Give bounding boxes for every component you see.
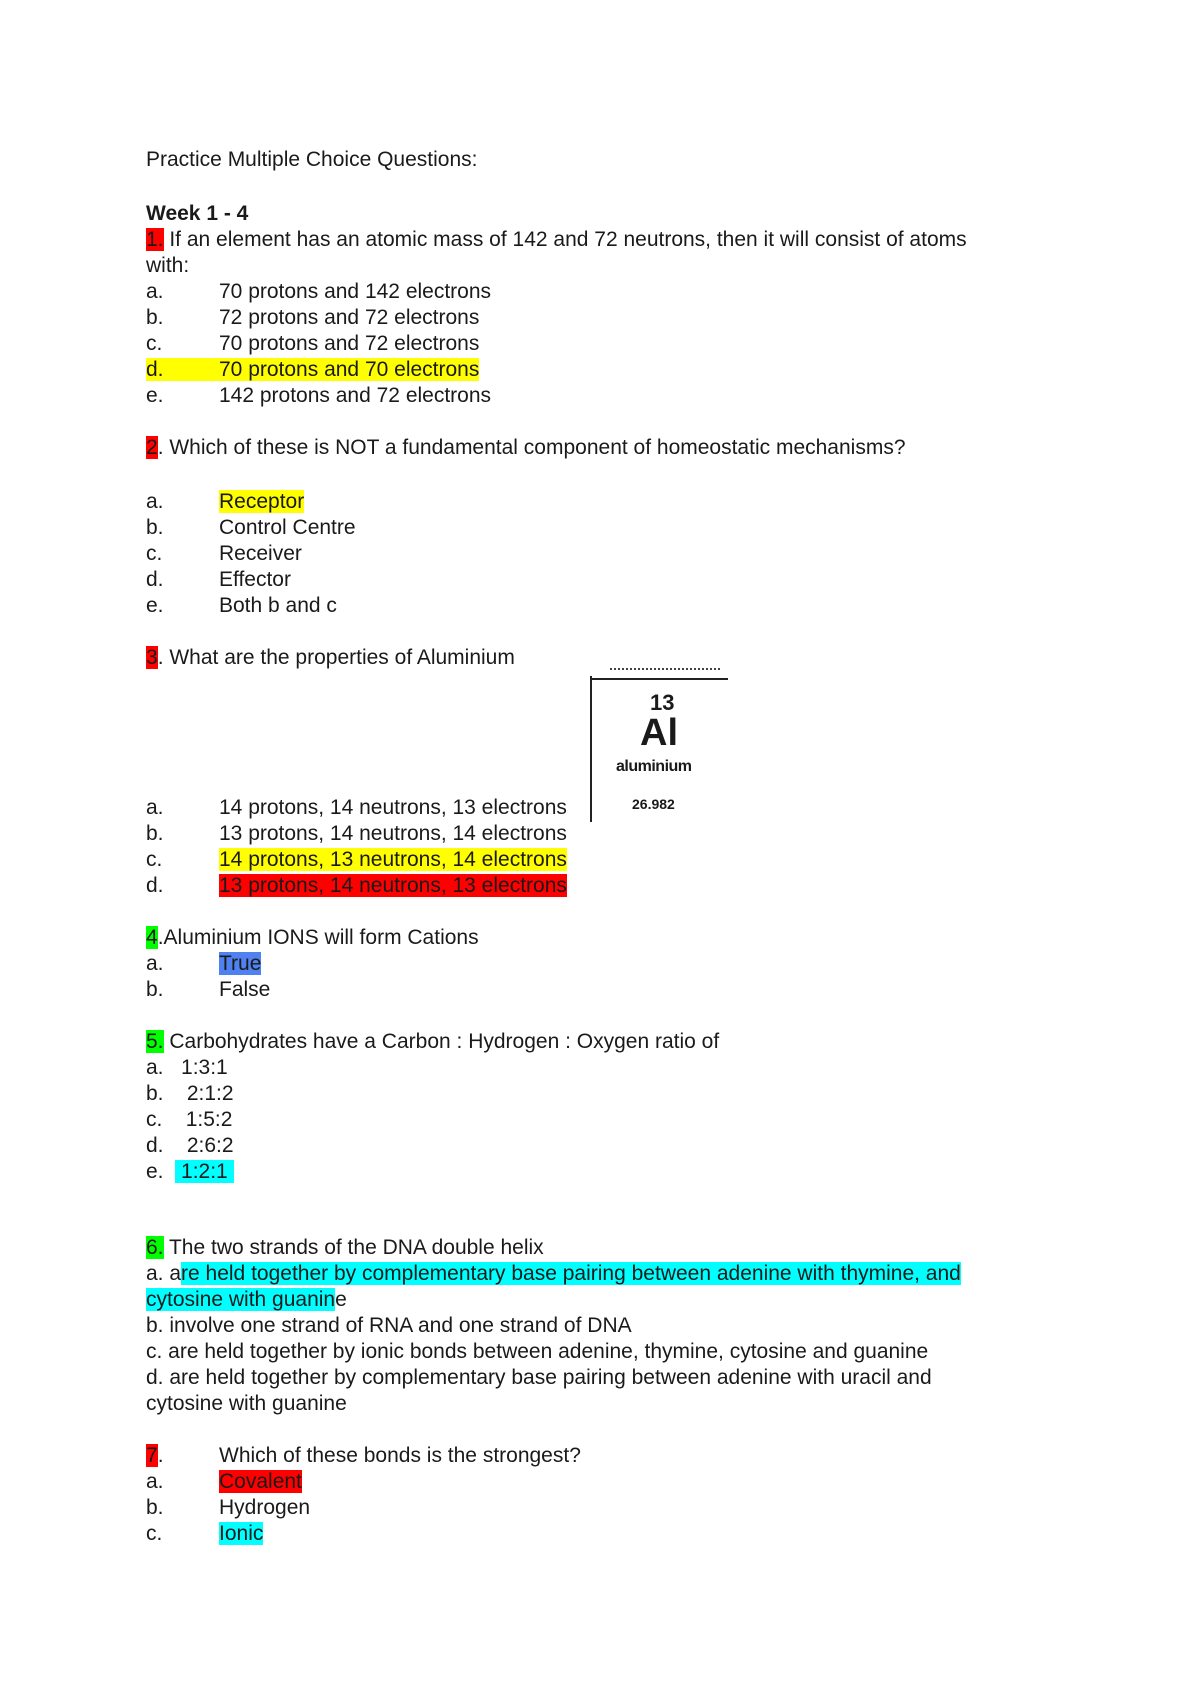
question-text: Carbohydrates have a Carbon : Hydrogen : Oxygen ratio of: [163, 1030, 720, 1053]
answer-option-highlighted: e. 1:2:1: [146, 1159, 234, 1185]
question-6: [146, 1235, 544, 1261]
answer-option: b. 2:1:2: [146, 1082, 234, 1105]
answer-option: b. 72 protons and 72 electrons: [146, 306, 480, 329]
tile-top-border: [610, 668, 720, 674]
question-1: [146, 227, 967, 253]
answer-option: d. Effector: [146, 568, 291, 591]
answer-option: b. 13 protons, 14 neutrons, 14 electrons: [146, 822, 567, 845]
answer-option: b. involve one strand of RNA and one strand of DNA: [146, 1314, 632, 1337]
question-text: . Which of these is NOT a fundamental component of homeostatic mechanisms?: [157, 436, 906, 459]
answer-option: b. False: [146, 978, 271, 1001]
atomic-number: 13: [650, 690, 675, 715]
question-3: [146, 645, 515, 671]
answer-option: a. 70 protons and 142 electrons: [146, 280, 492, 303]
answer-option: c. 70 protons and 72 electrons: [146, 332, 480, 355]
answer-option: c. are held together by ionic bonds between adenine, thymine, cytosine and guanine: [146, 1340, 929, 1363]
answer-option-highlighted: d. 70 protons and 70 electrons: [146, 358, 480, 381]
answer-option-highlighted: c. Ionic: [146, 1522, 264, 1545]
answer-option: a. 1:3:1: [146, 1056, 228, 1079]
question-4: [146, 925, 479, 951]
question-number: 1.: [146, 228, 164, 251]
doc-title: Practice Multiple Choice Questions:: [146, 148, 478, 171]
answer-option-continued: cytosine with guanine: [146, 1392, 347, 1415]
question-2: [146, 435, 906, 461]
question-text: Which of these bonds is the strongest?: [219, 1444, 581, 1467]
answer-option: b. Control Centre: [146, 516, 356, 539]
question-text: If an element has an atomic mass of 142 and 72 neutrons, then it will consist of atoms: [163, 228, 967, 251]
answer-option: e. Both b and c: [146, 594, 337, 617]
answer-option-highlighted: a. Receptor: [146, 490, 305, 513]
answer-option: c. 1:5:2: [146, 1108, 233, 1131]
atomic-mass: 26.982: [632, 796, 675, 812]
question-5: [146, 1029, 719, 1055]
answer-option-highlighted: d. 13 protons, 14 neutrons, 13 electrons: [146, 874, 567, 897]
answer-option: a. 14 protons, 14 neutrons, 13 electrons: [146, 796, 567, 819]
week-heading: Week 1 - 4: [146, 202, 249, 225]
answer-option: b. Hydrogen: [146, 1496, 311, 1519]
element-symbol: Al: [640, 712, 678, 754]
question-7: 7. Which of these bonds is the strongest?: [146, 1444, 581, 1467]
answer-option-highlighted: a. Covalent: [146, 1470, 302, 1493]
answer-option: d. are held together by complementary base pairing between adenine with uracil and: [146, 1366, 932, 1389]
answer-option-highlighted: a. True: [146, 952, 262, 975]
question-number: 6.: [146, 1236, 164, 1259]
answer-option-highlighted-continued: cytosine with guanine: [146, 1288, 347, 1311]
tile-top-line: [590, 678, 728, 680]
question-number: 3: [146, 646, 158, 669]
periodic-table-element-tile: [590, 668, 730, 818]
question-text: .Aluminium IONS will form Cations: [157, 926, 479, 949]
answer-option: c. Receiver: [146, 542, 302, 565]
answer-option-highlighted: a. are held together by complementary base pairing between adenine with thymine, and: [146, 1262, 961, 1285]
question-number: 2: [146, 436, 158, 459]
tile-left-border: [590, 676, 592, 822]
question-number: 5.: [146, 1030, 164, 1053]
question-number: 7: [146, 1444, 158, 1467]
question-1-continued: with:: [146, 254, 190, 277]
element-name: aluminium: [616, 758, 692, 775]
question-text: . What are the properties of Aluminium: [157, 646, 515, 669]
answer-option: d. 2:6:2: [146, 1134, 234, 1157]
question-text: The two strands of the DNA double helix: [163, 1236, 544, 1259]
answer-option: e. 142 protons and 72 electrons: [146, 384, 492, 407]
answer-option-highlighted: c. 14 protons, 13 neutrons, 14 electrons: [146, 848, 567, 871]
question-number: 4: [146, 926, 158, 949]
